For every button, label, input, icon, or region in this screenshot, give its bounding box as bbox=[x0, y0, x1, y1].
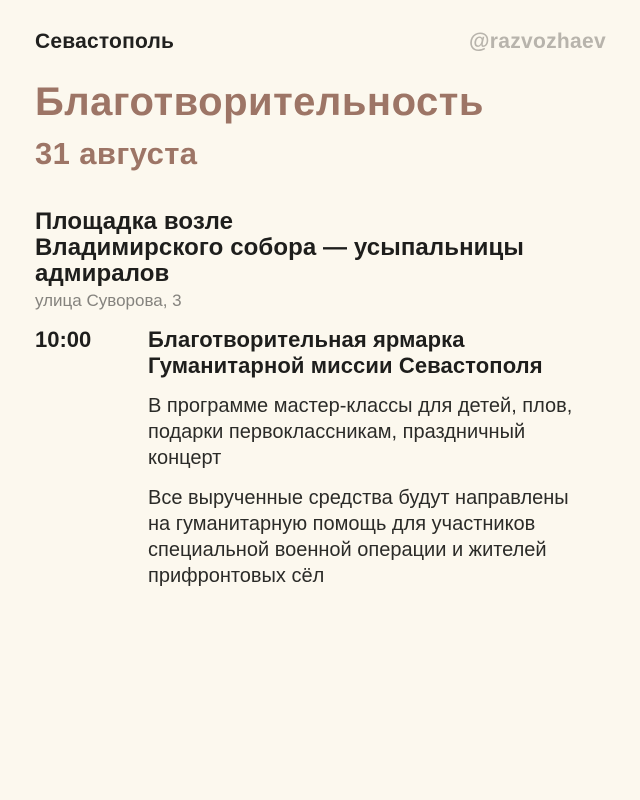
event-title-line: Благотворительная ярмарка bbox=[148, 327, 465, 352]
event-details bbox=[148, 327, 606, 589]
description-line: В программе мастер-классы для детей, плов, bbox=[148, 395, 573, 417]
description-line: на гуманитарную помощь для участников bbox=[148, 513, 536, 535]
event-description-paragraph bbox=[148, 393, 606, 471]
description-line: специальной военной операции и жителей bbox=[148, 539, 547, 561]
event-title bbox=[148, 327, 606, 379]
venue-address: улица Суворова, 3 bbox=[35, 291, 182, 310]
venue-title bbox=[35, 209, 606, 287]
page-title: Благотворительность bbox=[35, 80, 484, 124]
schedule-row bbox=[35, 327, 606, 589]
author-handle[interactable]: @razvozhaev bbox=[468, 30, 606, 53]
description-line: концерт bbox=[148, 447, 222, 469]
description-line: подарки первоклассникам, праздничный bbox=[148, 421, 526, 443]
venue-title-line: Владимирского собора — усыпальницы bbox=[35, 234, 524, 261]
description-line: прифронтовых сёл bbox=[148, 565, 325, 587]
event-description-paragraph bbox=[148, 485, 606, 589]
description-line: Все вырученные средства будут направлены bbox=[148, 487, 569, 509]
venue-title-line: адмиралов bbox=[35, 260, 170, 287]
event-date: 31 августа bbox=[35, 136, 198, 171]
channel-name: Севастополь bbox=[35, 30, 175, 53]
venue-title-line: Площадка возле bbox=[35, 208, 234, 235]
header bbox=[35, 30, 606, 54]
event-time: 10:00 bbox=[35, 327, 92, 352]
event-title-line: Гуманитарной миссии Севастополя bbox=[148, 353, 543, 378]
